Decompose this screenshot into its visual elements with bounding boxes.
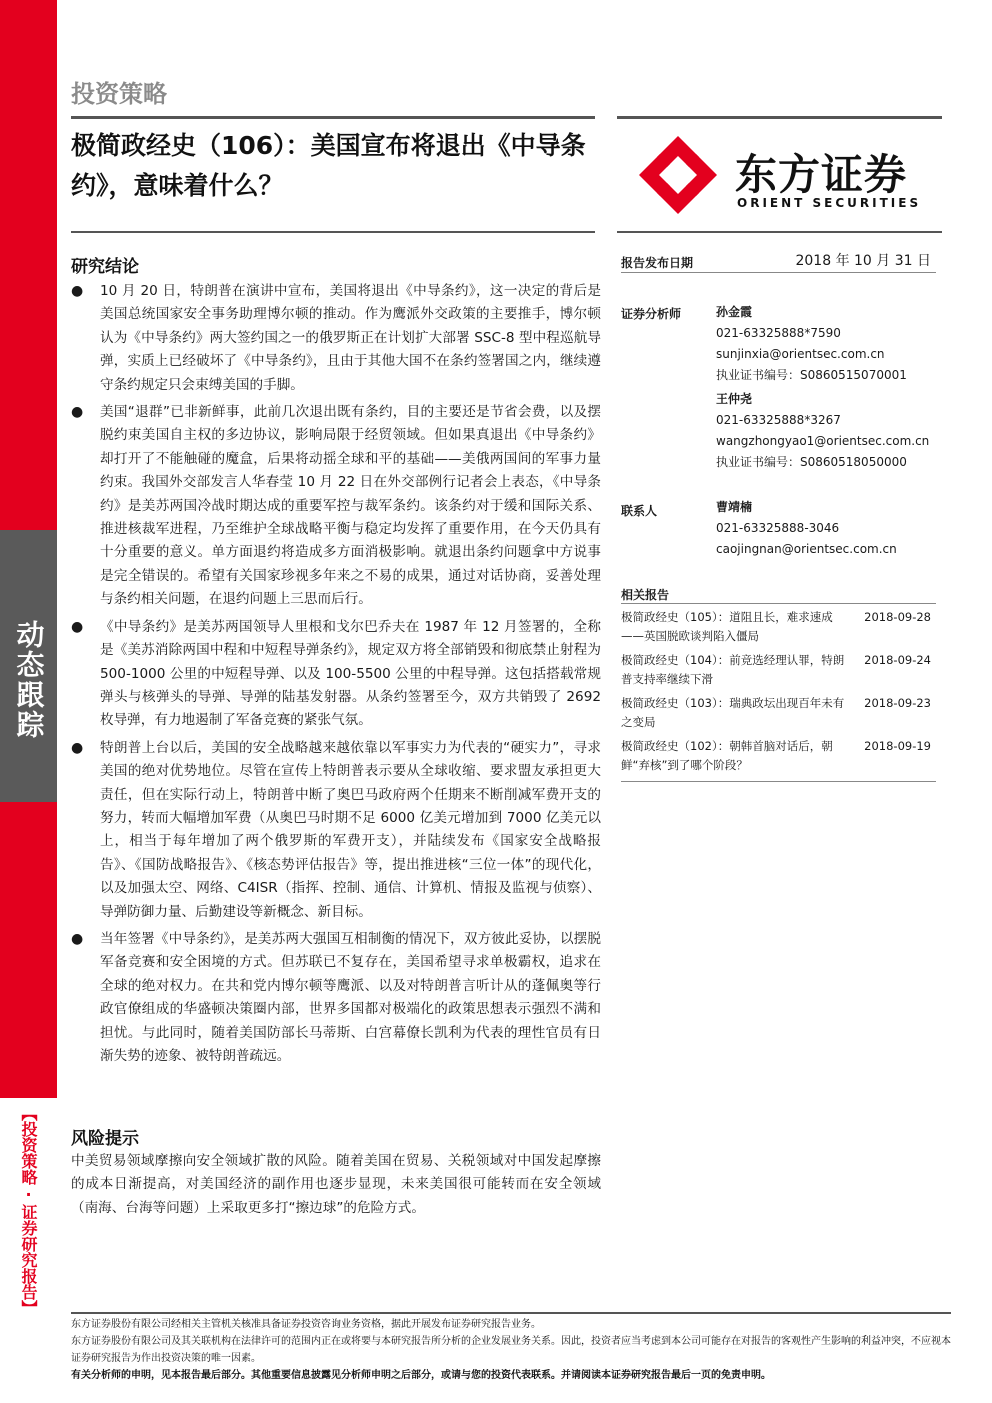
bullet-text: 当年签署《中导条约》，是美苏两大强国互相制衡的情况下，双方彼此妥协，以摆脱军备竞赛和安全困境的方式。但苏联已不复存在，美国希望寻求单极霸权，追求在全球的绝对权力。在共和党内博尔顿等鹰派、以及对特朗普言听计从的蓬佩奥等行政官僚组成的华盛顿决策圈内部，世界多国都对极端化的政策思想表示强烈不满和担忧。与此同时，随着美国防部长马蒂斯、白宫幕僚长凯利为代表的理性官员有日渐失势的迹象、被特朗普疏远。: [100, 930, 601, 1064]
related-report-date: 2018-09-24: [864, 653, 931, 667]
bullet-text: 《中导条约》是美苏两国领导人里根和戈尔巴乔夫在 1987 年 12 月签署的，全称是《美苏消除两国中程和中短程导弹条约》，规定双方将全部销毁和彻底禁止射程为 500-1000 公里的中短程导弹、以及 100-5500 公里的中程导弹。这包括搭载常规弹头与核弹头的导弹、导弹的陆基发射器。从条约签署至今，双方共销毁了 2692 枚导弹，有力地遏制了军备竞赛的紧张气氛。: [100, 618, 601, 729]
logo-name-en: ORIENT SECURITIES: [737, 196, 922, 210]
divider: [617, 231, 942, 233]
divider: [71, 116, 595, 119]
related-reports-title: 相关报告: [621, 588, 670, 602]
bullet-icon: ●: [71, 618, 84, 635]
analyst-phone: 021-63325888*3267: [716, 413, 841, 427]
divider: [621, 781, 936, 782]
divider: [617, 116, 942, 119]
bullet-text: 美国“退群”已非新鲜事，此前几次退出既有条约，目的主要还是节省会费，以及摆脱约束美国自主权的多边协议，影响局限于经贸领域。但如果真退出《中导条约》却打开了不能触碰的魔盒，后果将动摇全球和平的基础——美俄两国间的军事力量约束。我国外交部发言人华春莹 10 月 22 日在外交部例行记者会上表态，《中导条约》是美苏两国冷战时期达成的重要军控与裁军条约。该条约对于缓和国际关系、推进核裁军进程，乃至维护全球战略平衡与稳定均发挥了重要作用，在今天仍具有十分重要的意义。单方面退约将造成多方面消极影响。就退出条约问题拿中方说事是完全错误的。希望有关国家珍视多年来之不易的成果，通过对话协商，妥善处理与条约相关问题，在退约问题上三思而后行。: [100, 404, 601, 608]
conclusion-heading: 研究结论: [71, 257, 139, 277]
analyst-2: [716, 389, 929, 473]
divider: [71, 1312, 951, 1314]
related-report-title[interactable]: 极简政经史（102）：朝韩首脑对话后，朝鲜“弃核”到了哪个阶段？: [621, 739, 833, 772]
analyst-1: [716, 302, 907, 386]
left-side-bar: [0, 0, 57, 1403]
risk-heading: 风险提示: [71, 1129, 139, 1149]
contact-email[interactable]: caojingnan@orientsec.com.cn: [716, 542, 897, 556]
bullet-text: 10 月 20 日，特朗普在演讲中宣布，美国将退出《中导条约》，这一决定的背后是美国总统国家安全事务助理博尔顿的推动。作为鹰派外交政策的主要推手，博尔顿认为《中导条约》两大签约国之一的俄罗斯正在计划扩大部署 SSC-8 型中程巡航导弹，实质上已经破坏了《中导条约》，且由于其他大国不在条约签署国之内，继续遵守条约规定只会束缚美国的手脚。: [100, 283, 601, 393]
related-report-date: 2018-09-28: [864, 610, 931, 624]
list-item: [71, 401, 601, 612]
related-reports-list: [621, 608, 931, 780]
contact-name: 曹靖楠: [716, 500, 753, 514]
orient-securities-logo-icon: [637, 134, 719, 216]
disclaimer-line: 东方证券股份有限公司经相关主管机关核准具备证券投资咨询业务资格，据此开展发布证券研究报告业务。: [71, 1319, 541, 1330]
report-type-label: 动态跟踪: [12, 620, 46, 740]
report-title: 极简政经史（106）：美国宣布将退出《中导条约》，意味着什么？: [71, 131, 586, 200]
disclaimer-footer: [71, 1316, 951, 1384]
analyst-email[interactable]: sunjinxia@orientsec.com.cn: [716, 347, 885, 361]
divider: [621, 603, 936, 604]
risk-text: 中美贸易领域摩擦向安全领域扩散的风险。随着美国在贸易、关税领域对中国发起摩擦的成本日渐提高，对美国经济的副作用也逐步显现，未来美国很可能转而在安全领域（南海、台海等问题）上采取更多打“擦边球”的危险方式。: [71, 1153, 601, 1216]
related-report-item[interactable]: [621, 651, 931, 694]
list-item: [71, 280, 601, 397]
list-item: [71, 737, 601, 924]
related-report-date: 2018-09-19: [864, 739, 931, 753]
report-category: 投资策略: [71, 80, 167, 108]
related-report-title[interactable]: 极简政经史（105）：道阻且长，难求速成——英国脱欧谈判陷入僵局: [621, 610, 833, 643]
list-item: [71, 928, 601, 1068]
logo-name-cn: 东方证券: [735, 150, 908, 199]
list-item: [71, 616, 601, 733]
bullet-icon: ●: [71, 739, 84, 756]
divider: [621, 272, 936, 273]
analyst-cert: 执业证书编号：S0860515070001: [716, 368, 907, 382]
related-report-title[interactable]: 极简政经史（104）：前竞选经理认罪，特朗普支持率继续下滑: [621, 653, 845, 686]
related-report-title[interactable]: 极简政经史（103）：瑞典政坛出现百年未有之变局: [621, 696, 845, 729]
report-series-label: 【投资策略·证券研究报告】: [0, 1098, 57, 1322]
analyst-phone: 021-63325888*7590: [716, 326, 841, 340]
conclusion-list: [71, 280, 601, 1072]
publish-date-value: 2018 年 10 月 31 日: [795, 253, 931, 269]
contact-person: [716, 497, 897, 560]
related-report-item[interactable]: [621, 694, 931, 737]
contact-phone: 021-63325888-3046: [716, 521, 840, 535]
related-report-item[interactable]: [621, 737, 931, 780]
related-report-item[interactable]: [621, 608, 931, 651]
analyst-name: 孙金霞: [716, 305, 753, 319]
bullet-icon: ●: [71, 283, 84, 299]
side-bar-red-top: [0, 0, 57, 530]
bullet-text: 特朗普上台以后，美国的安全战略越来越依靠以军事实力为代表的“硬实力”，寻求美国的绝对优势地位。尽管在宣传上特朗普表示要从全球收缩、要求盟友承担更大责任，但在实际行动上，特朗普中断了奥巴马政府两个任期来不断削减军费开支的努力，转而大幅增加军费（从奥巴马时期不足 6000 亿美元增加到 7000 亿美元以上，相当于每年增加了两个俄罗斯的军费开支），并陆续发布《国家安全战略报告》、《国防战略报告》、《核态势评估报告》等，提出推进核“三位一体”的现代化，以及加强太空、网络、C4ISR（指挥、控制、通信、计算机、情报及监视与侦察）、导弹防御力量、后勤建设等新概念、新目标。: [100, 739, 601, 920]
disclaimer-line: 东方证券股份有限公司及其关联机构在法律许可的范围内正在或将要与本研究报告所分析的企业发展业务关系。因此，投资者应当考虑到本公司可能存在对报告的客观性产生影响的利益冲突，不应视本证券研究报告为作出投资决策的唯一因素。: [71, 1336, 951, 1364]
analyst-cert: 执业证书编号：S0860518050000: [716, 455, 907, 469]
analyst-name: 王仲尧: [716, 392, 753, 406]
bullet-icon: ●: [71, 930, 84, 947]
divider: [71, 231, 595, 233]
disclaimer-line: 有关分析师的申明，见本报告最后部分。其他重要信息披露见分析师申明之后部分，或请与您的投资代表联系。并请阅读本证券研究报告最后一页的免责申明。: [71, 1370, 771, 1381]
bullet-icon: ●: [71, 404, 84, 421]
publish-date-label: 报告发布日期: [621, 256, 694, 270]
related-report-date: 2018-09-23: [864, 696, 931, 710]
analyst-email[interactable]: wangzhongyao1@orientsec.com.cn: [716, 434, 930, 448]
analyst-label: 证券分析师: [621, 307, 682, 321]
contact-label: 联系人: [621, 504, 658, 518]
